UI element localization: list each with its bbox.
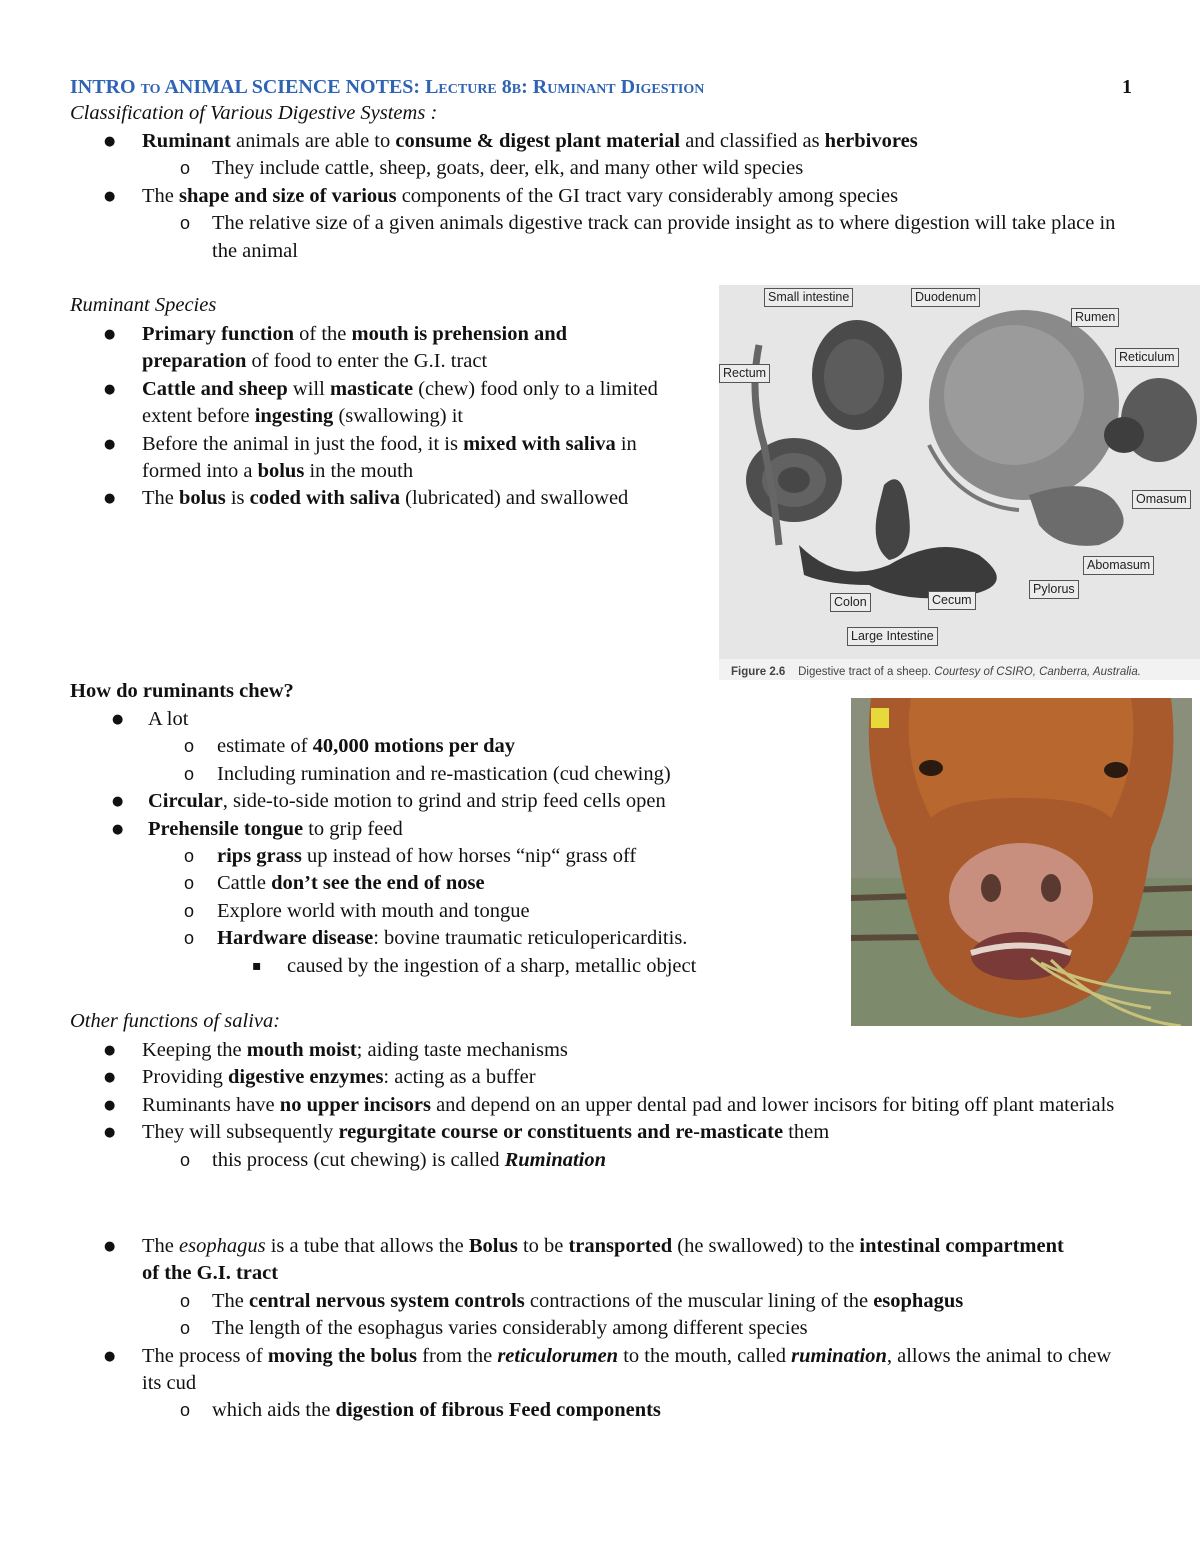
- list-subitem: o Including rumination and re-mastication (cud chewing): [0, 761, 1200, 788]
- list-subitem: o The central nervous system controls contractions of the muscular lining of the esophagus: [0, 1288, 1200, 1315]
- section-heading-saliva: Other functions of saliva:: [70, 1010, 281, 1032]
- label-pylorus: Pylorus: [1029, 580, 1079, 599]
- figure-caption: Figure 2.6 Digestive tract of a sheep. Courtesy of CSIRO, Canberra, Australia.: [719, 659, 1200, 680]
- cow-photo: [851, 698, 1192, 1026]
- label-large-intestine: Large Intestine: [847, 627, 938, 646]
- digestive-tract-figure: [719, 285, 1200, 680]
- section-heading-ruminants-chew: How do ruminants chew?: [70, 680, 294, 702]
- list-subitem: o Hardware disease: bovine traumatic reticulopericarditis.: [0, 925, 1200, 952]
- list-item: ● Cattle and sheep will masticate (chew) food only to a limited extent before ingesting (swallowing) it: [0, 376, 672, 431]
- list-item: ● Prehensile tongue to grip feed: [0, 816, 1200, 843]
- label-abomasum: Abomasum: [1083, 556, 1154, 575]
- section-heading-classification: Classification of Various Digestive Systems :: [70, 102, 438, 124]
- esophagus-list: [0, 1233, 1200, 1425]
- saliva-functions-list: [0, 1037, 1200, 1174]
- list-item: ● The bolus is coded with saliva (lubricated) and swallowed: [0, 485, 712, 512]
- list-subitem: o estimate of 40,000 motions per day: [0, 733, 1200, 760]
- list-item: ● Before the animal in just the food, it is mixed with saliva in formed into a bolus in the mouth: [0, 431, 692, 486]
- label-small-intestine: Small intestine: [764, 288, 853, 307]
- list-item: ● Providing digestive enzymes: acting as a buffer: [0, 1064, 1200, 1091]
- list-item: ● The esophagus is a tube that allows the Bolus to be transported (he swallowed) to the intestinal compartment of the G.I. tract: [0, 1233, 1082, 1288]
- list-subitem: o Explore world with mouth and tongue: [0, 898, 1200, 925]
- list-subitem: o which aids the digestion of fibrous Feed components: [0, 1397, 1200, 1424]
- header-title: INTRO to ANIMAL SCIENCE NOTES: Lecture 8b: Ruminant Digestion: [70, 76, 705, 98]
- label-reticulum: Reticulum: [1115, 348, 1179, 367]
- list-item: ● Primary function of the mouth is prehension and preparation of food to enter the G.I. tract: [0, 321, 642, 376]
- list-item: ● Ruminant animals are able to consume & digest plant material and classified as herbivores: [0, 128, 1200, 155]
- cow-illustration: [851, 698, 1192, 1026]
- label-cecum: Cecum: [928, 591, 976, 610]
- label-duodenum: Duodenum: [911, 288, 980, 307]
- list-item: ● They will subsequently regurgitate course or constituents and re-masticate them: [0, 1119, 1200, 1146]
- classification-list: [0, 128, 1200, 265]
- list-subitem: o rips grass up instead of how horses “nip“ grass off: [0, 843, 1200, 870]
- label-colon: Colon: [830, 593, 871, 612]
- list-item: ● The process of moving the bolus from the reticulorumen to the mouth, called rumination, allows the animal to chew its cud: [0, 1343, 1132, 1398]
- list-item: ● Ruminants have no upper incisors and depend on an upper dental pad and lower incisors for biting off plant materials: [0, 1092, 1132, 1119]
- list-item: ● Circular, side-to-side motion to grind and strip feed cells open: [0, 788, 1200, 815]
- list-subsubitem: ▪ caused by the ingestion of a sharp, metallic object: [0, 953, 1200, 980]
- list-subitem: o They include cattle, sheep, goats, deer, elk, and many other wild species: [0, 155, 1200, 182]
- page-number: 1: [1122, 76, 1132, 98]
- list-item: ● Keeping the mouth moist; aiding taste mechanisms: [0, 1037, 1200, 1064]
- list-item: ● The shape and size of various components of the GI tract vary considerably among species: [0, 183, 1200, 210]
- section-heading-ruminant-species: Ruminant Species: [70, 294, 217, 316]
- label-rectum: Rectum: [719, 364, 770, 383]
- list-item: ● A lot: [0, 706, 1200, 733]
- list-subitem: o Cattle don’t see the end of nose: [0, 870, 1200, 897]
- page-header: [70, 74, 1132, 102]
- list-subitem: o The length of the esophagus varies considerably among different species: [0, 1315, 1200, 1342]
- list-subitem: o this process (cut chewing) is called Rumination: [0, 1147, 1200, 1174]
- label-rumen: Rumen: [1071, 308, 1119, 327]
- label-omasum: Omasum: [1132, 490, 1191, 509]
- list-subitem: o The relative size of a given animals digestive track can provide insight as to where digestion will take place in the animal: [0, 210, 1132, 265]
